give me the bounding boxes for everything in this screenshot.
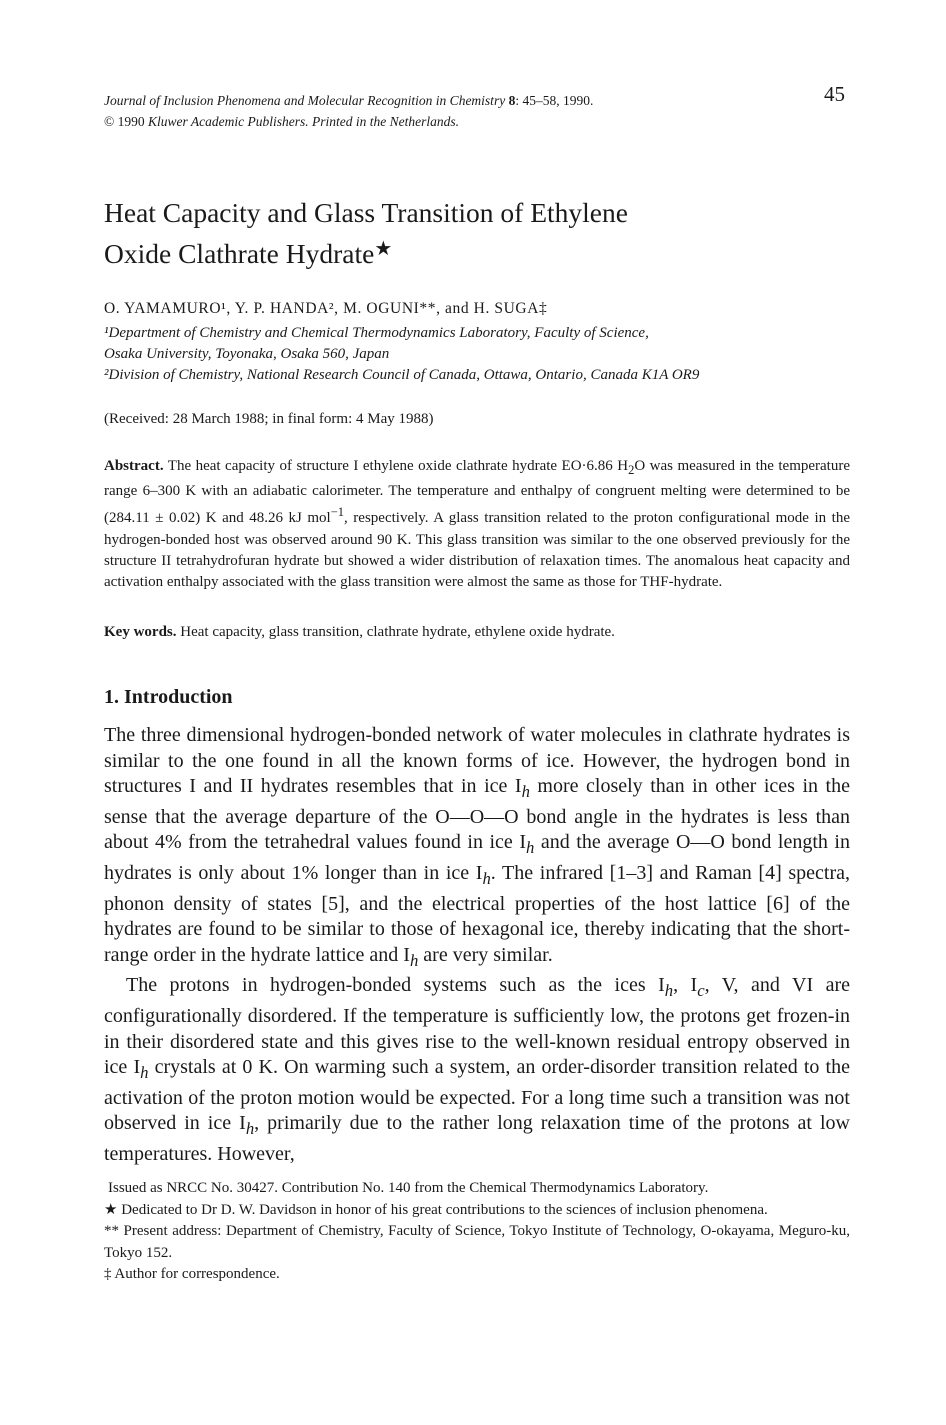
copyright-publisher: Kluwer Academic Publishers. Printed in the Netherlands.	[148, 114, 459, 129]
footnote-correspondence: ‡ Author for correspondence.	[104, 1266, 280, 1282]
paragraph-1: The three dimensional hydrogen-bonded network of water molecules in clathrate hydrates is similar to the one found in all the known forms of ice. However, the hydrogen bond in structures I and II hydrates resembles that in ice $I_h$ more closely than in other ices in the sense that the average departure of the O—O—O bond angle in the hydrates is less than about 4% from the tetrahedral values found in ice $I_h$ and the average O—O bond length in hydrates is only about 1% longer than in ice $I_h$. The infrared [1–3] and Raman [4] spectra, phonon density of states [5], and the electrical properties of the host lattice [6] of the hydrates are found to be similar to those of hexagonal ice, thereby indicating that the short-range order in the hydrate lattice and $I_h$ are very similar.	[104, 724, 850, 970]
abstract: Abstract. The heat capacity of structure I ethylene oxide clathrate hydrate EO·6.86 $H_2O$ was measured in the temperature range 6–300 K with an adiabatic calorimeter. The temperature and enthalpy of congruent melting were determined to be (284.11 ± 0.02) K and 48.26 kJ mol$^{-1}$, respectively. A glass transition related to the proton configurational mode in the hydrogen-bonded host was observed around 90 K. This glass transition was similar to the one observed previously for the structure II tetrahydrofuran hydrate but showed a wider distribution of relaxation times. The anomalous heat capacity and activation enthalpy associated with the glass transition were almost the same as those for THF-hydrate.	[104, 458, 851, 591]
journal-volume: 8	[508, 93, 516, 108]
journal-pages: : 45–58, 1990.	[515, 93, 594, 108]
paper-title: Heat Capacity and Glass Transition of Ethylene Oxide Clathrate Hydrate★	[104, 197, 628, 269]
introduction-body	[104, 723, 850, 1168]
received-dates: (Received: 28 March 1988; in final form: 4 May 1988)	[104, 411, 434, 427]
footnote-nrcc: Issued as NRCC No. 30427. Contribution No. 140 from the Chemical Thermodynamics Laboratory.	[108, 1180, 709, 1196]
affiliation-line-1: ¹Department of Chemistry and Chemical Thermodynamics Laboratory, Faculty of Science,	[104, 325, 649, 341]
abstract-label: Abstract.	[104, 458, 164, 474]
author-list: O. YAMAMURO¹, Y. P. HANDA², M. OGUNI**, and H. SUGA‡	[104, 300, 548, 317]
copyright-symbol: ©	[104, 114, 115, 129]
copyright-line: © 1990 Kluwer Academic Publishers. Printed in the Netherlands.	[104, 114, 459, 129]
keywords: Key words. Heat capacity, glass transition, clathrate hydrate, ethylene oxide hydrate.	[104, 624, 615, 640]
affiliation-line-2: Osaka University, Toyonaka, Osaka 560, Japan	[104, 346, 390, 362]
paragraph-2: The protons in hydrogen-bonded systems such as the ices $I_h$, $I_c$, V, and VI are configurationally disordered. If the temperature is sufficiently low, the protons get frozen-in in their disordered state and this gives rise to the well-known residual entropy observed in ice $I_h$ crystals at 0 K. On warming such a system, an order-disorder transition related to the activation of the proton motion would be expected. For a long time such a transition was not observed in ice $I_h$, primarily due to the rather long relaxation time of the protons at low temperatures. However,	[104, 974, 850, 1165]
title-footnote-star: ★	[374, 238, 393, 260]
journal-citation: Journal of Inclusion Phenomena and Molecular Recognition in Chemistry 8: 45–58, 1990.	[104, 93, 594, 108]
keywords-label: Key words.	[104, 624, 177, 640]
footnote-present-address: ** Present address: Department of Chemistry, Faculty of Science, Tokyo Institute of Technology, O-okayama, Meguro-ku, Tokyo 152.	[104, 1223, 850, 1261]
footnotes	[104, 1178, 850, 1286]
affiliation-line-3: ²Division of Chemistry, National Research Council of Canada, Ottawa, Ontario, Canada K1A OR9	[104, 367, 700, 383]
section-heading-introduction: 1. Introduction	[104, 686, 233, 708]
page-number: 45	[824, 82, 845, 106]
journal-header	[104, 90, 593, 132]
footnote-dedication: ★ Dedicated to Dr D. W. Davidson in honor of his great contributions to the sciences of inclusion phenomena.	[104, 1201, 768, 1218]
